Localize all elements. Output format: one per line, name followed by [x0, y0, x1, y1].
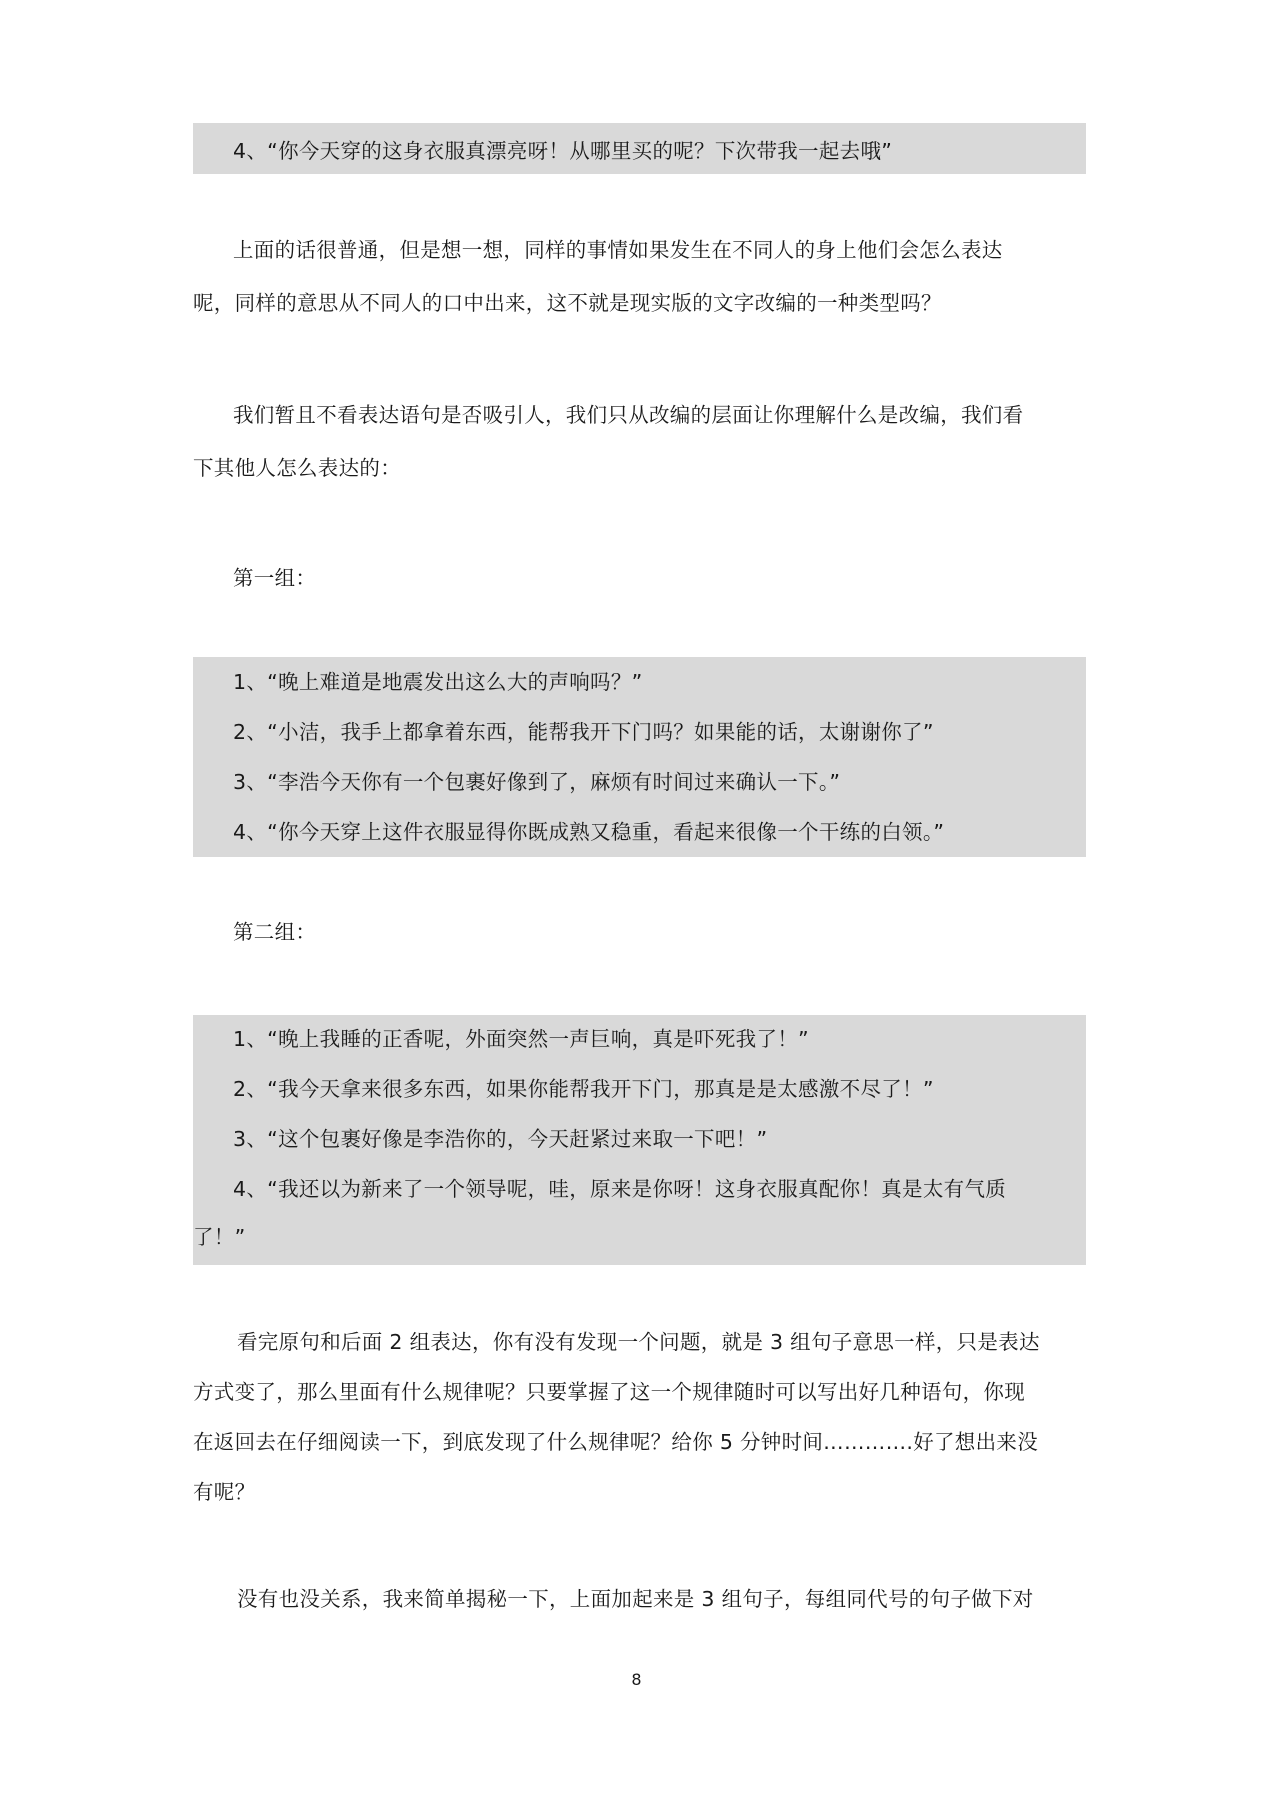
paragraph-1-line-1: 上面的话很普通，但是想一想，同样的事情如果发生在不同人的身上他们会怎么表达	[233, 238, 1003, 262]
paragraph-4-line-1: 没有也没关系，我来简单揭秘一下，上面加起来是 3 组句子，每组同代号的句子做下对	[237, 1587, 1034, 1611]
group-2-heading: 第二组：	[233, 920, 317, 944]
group-2-item: 1、“晚上我睡的正香呢，外面突然一声巨响，真是吓死我了！”	[233, 1027, 809, 1051]
page-number: 8	[631, 1670, 642, 1689]
group-2-item: 2、“我今天拿来很多东西，如果你能帮我开下门，那真是是太感激不尽了！”	[233, 1077, 934, 1101]
group-1-item: 4、“你今天穿上这件衣服显得你既成熟又稳重，看起来很像一个干练的白领。”	[233, 820, 945, 844]
paragraph-2-line-2: 下其他人怎么表达的：	[193, 456, 401, 480]
group-2-item: 4、“我还以为新来了一个领导呢，哇，原来是你呀！这身衣服真配你！真是太有气质	[233, 1177, 1007, 1201]
group-1-heading: 第一组：	[233, 566, 317, 590]
paragraph-3-line-2: 方式变了，那么里面有什么规律呢？只要掌握了这一个规律随时可以写出好几种语句，你现	[193, 1380, 1025, 1404]
paragraph-3-line-3: 在返回去在仔细阅读一下，到底发现了什么规律呢？给你 5 分钟时间………….好了想出来没	[193, 1430, 1038, 1454]
group-2-item: 3、“这个包裹好像是李浩你的，今天赶紧过来取一下吧！”	[233, 1127, 768, 1151]
top-box-item-4: 4、“你今天穿的这身衣服真漂亮呀！从哪里买的呢？下次带我一起去哦”	[233, 139, 893, 163]
group-1-item: 3、“李浩今天你有一个包裹好像到了，麻烦有时间过来确认一下。”	[233, 770, 841, 794]
group-1-item: 1、“晚上难道是地震发出这么大的声响吗？”	[233, 670, 643, 694]
group-2-item-continuation: 了！”	[193, 1225, 246, 1249]
paragraph-3-line-4: 有呢？	[193, 1480, 256, 1504]
paragraph-2-line-1: 我们暂且不看表达语句是否吸引人，我们只从改编的层面让你理解什么是改编，我们看	[233, 403, 1024, 427]
paragraph-1-line-2: 呢，同样的意思从不同人的口中出来，这不就是现实版的文字改编的一种类型吗？	[193, 291, 942, 315]
paragraph-3-line-1: 看完原句和后面 2 组表达，你有没有发现一个问题，就是 3 组句子意思一样，只是表达	[237, 1330, 1040, 1354]
group-1-item: 2、“小洁，我手上都拿着东西，能帮我开下门吗？如果能的话，太谢谢你了”	[233, 720, 934, 744]
